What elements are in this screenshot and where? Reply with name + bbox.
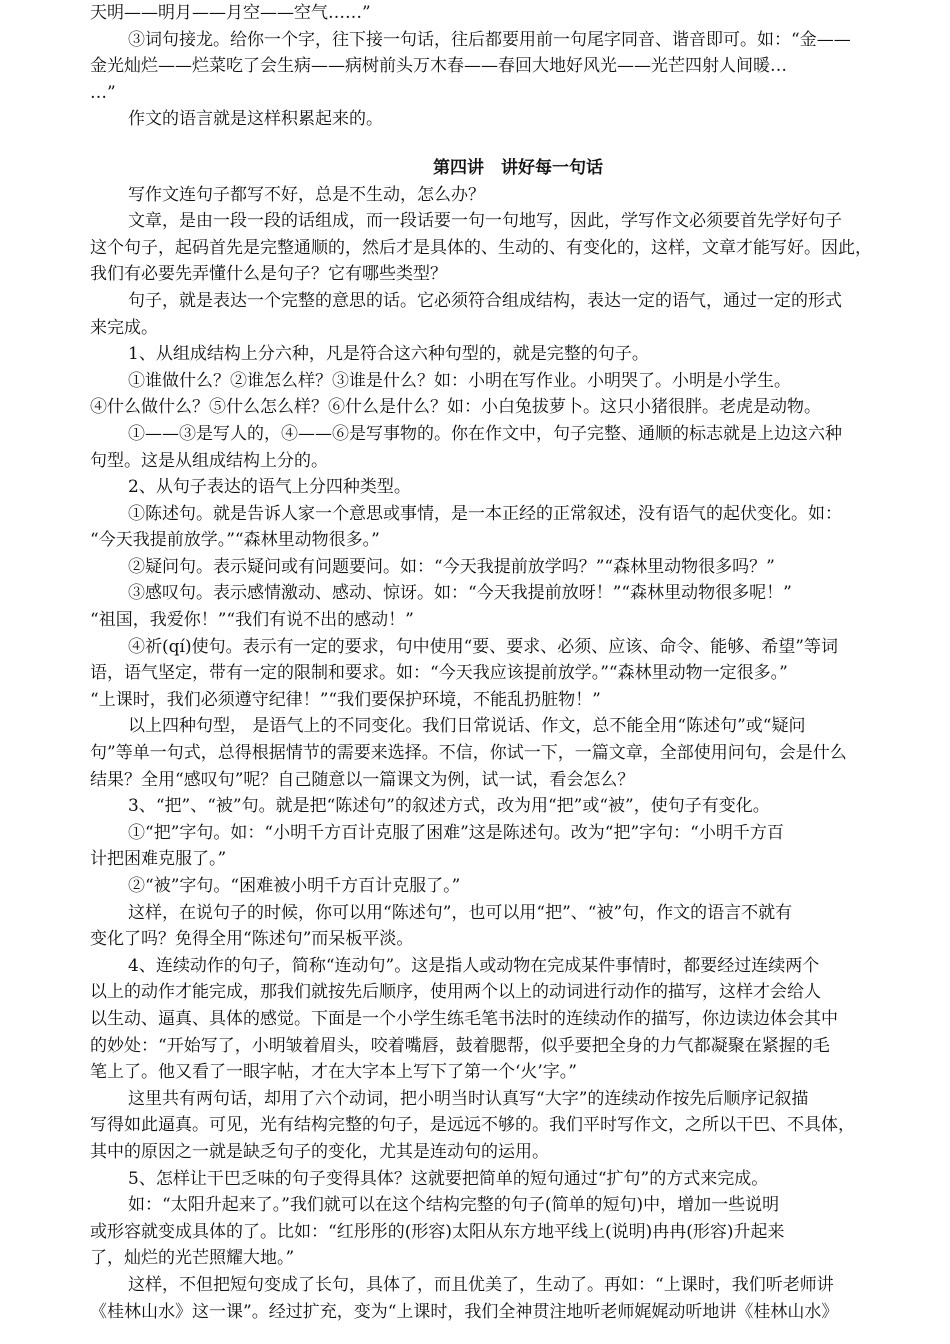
paragraph-line: ②“被”字句。“困难被小明千方百计克服了。”: [128, 876, 461, 896]
paragraph-line: ①陈述句。就是告诉人家一个意思或事情，是一本正经的正常叙述，没有语气的起伏变化。如：: [128, 503, 842, 524]
section-title: 第四讲 讲好每一句话: [433, 157, 603, 178]
paragraph-line: 计把困难克服了。”: [90, 849, 227, 870]
paragraph-line: ④祈(qí)使句。表示有一定的要求，句中使用“要、要求、必须、应该、命令、能够、希望”等词: [128, 636, 838, 657]
section-gap: [90, 133, 916, 155]
paragraph-line: 语，语气坚定，带有一定的限制和要求。如：“今天我应该提前放学。”“森林里动物一定很多。”: [90, 663, 788, 684]
paragraph-line: ①“把”字句。如：“小明千方百计克服了困难”这是陈述句。改为“把”字句：“小明千方百: [128, 822, 784, 843]
paragraph-line: 这样，不但把短句变成了长句，具体了，而且优美了，生动了。再如：“上课时，我们听老师讲: [128, 1274, 834, 1295]
paragraph-line: ④什么做什么？⑤什么怎么样？⑥什么是什么？如：小白兔拔萝卜。这只小猪很胖。老虎是动物。: [90, 397, 821, 418]
paragraph-line: “祖国，我爱你！”“我们有说不出的感动！”: [90, 610, 414, 631]
intro-line: 天明——明月——月空——空气……”: [90, 3, 371, 23]
paragraph-line: 这里共有两句话，却用了六个动词，把小明当时认真写“大字”的连续动作按先后顺序记叙描: [128, 1088, 809, 1109]
paragraph-line: 2、从句子表达的语气上分四种类型。: [128, 477, 411, 498]
paragraph-line: 这样，在说句子的时候，你可以用“陈述句”，也可以用“把”、“被”句，作文的语言不就有: [128, 902, 793, 923]
paragraph-line: 文章，是由一段一段的话组成，而一段话要一句一句地写，因此，学写作文必须要首先学好句子: [128, 211, 842, 232]
intro-line: ③词句接龙。给你一个字，往下接一句话，往后都要用前一句尾字同音、谐音即可。如：“金——: [128, 29, 851, 50]
intro-line: 金光灿烂——烂菜吃了会生病——病树前头万木春——春回大地好风光——光芒四射人间暖…: [90, 56, 787, 77]
paragraph-line: 的妙处：“开始写了，小明皱着眉头，咬着嘴唇，鼓着腮帮，似乎要把全身的力气都凝聚在紧握的毛: [90, 1035, 830, 1056]
body-section: [90, 182, 916, 1326]
paragraph-line: 3、“把”、“被”句。就是把“陈述句”的叙述方式，改为用“把”或“被”，使句子有变化。: [128, 796, 770, 817]
intro-line: 作文的语言就是这样积累起来的。: [128, 109, 383, 130]
paragraph-line: 句子，就是表达一个完整的意思的话。它必须符合组成结构，表达一定的语气，通过一定的形式: [128, 290, 842, 311]
intro-line: …”: [90, 82, 116, 103]
paragraph-line: 了，灿烂的光芒照耀大地。”: [90, 1248, 295, 1269]
paragraph-line: 4、连续动作的句子，简称“连动句”。这是指人或动物在完成某件事情时，都要经过连续两个: [128, 955, 820, 976]
paragraph-line: 句型。这是从组成结构上分的。: [90, 450, 328, 471]
paragraph-line: 如：“太阳升起来了。”我们就可以在这个结构完整的句子(简单的短句)中，增加一些说明: [128, 1195, 780, 1216]
paragraph-line: “上课时，我们必须遵守纪律！”“我们要保护环境，不能乱扔脏物！”: [90, 689, 601, 710]
intro-section: [90, 0, 916, 133]
paragraph-line: 结果？全用“感叹句”呢？自己随意以一篇课文为例，试一试，看会怎么？: [90, 769, 635, 790]
paragraph-line: ②疑问句。表示疑问或有问题要问。如：“今天我提前放学吗？”“森林里动物很多吗？”: [128, 556, 775, 577]
paragraph-line: 写作文连句子都写不好，总是不生动，怎么办？: [128, 184, 485, 205]
paragraph-line: 5、怎样让干巴乏味的句子变得具体？这就要把简单的短句通过“扩句”的方式来完成。: [128, 1168, 769, 1189]
paragraph-line: 来完成。: [90, 317, 158, 338]
paragraph-line: ①——③是写人的，④——⑥是写事物的。你在作文中，句子完整、通顺的标志就是上边这六种: [128, 423, 842, 444]
paragraph-line: 以生动、逼真、具体的感觉。下面是一个小学生练毛笔书法时的连续动作的描写，你边读边体会其中: [90, 1008, 838, 1029]
paragraph-line: 句”等单一句式，总得根据情节的需要来选择。不信，你试一下，一篇文章，全部使用问句，会是什么: [90, 743, 847, 764]
paragraph-line: 《桂林山水》这一课”。经过扩充，变为“上课时，我们全神贯注地听老师娓娓动听地讲《桂林山水》: [90, 1301, 839, 1322]
paragraph-line: 笔上了。他又看了一眼字帖，才在大字本上写下了第一个‘火’字。”: [90, 1062, 577, 1083]
paragraph-line: ①谁做什么？②谁怎么样？③谁是什么？如：小明在写作业。小明哭了。小明是小学生。: [128, 370, 791, 391]
paragraph-line: 以上四种句型， 是语气上的不同变化。我们日常说话、作文，总不能全用“陈述句”或“疑问: [128, 716, 806, 737]
paragraph-line: 我们有必要先弄懂什么是句子？它有哪些类型？: [90, 264, 447, 285]
paragraph-line: ③感叹句。表示感情激动、感动、惊讶。如：“今天我提前放呀！”“森林里动物很多呢！”: [128, 583, 792, 604]
paragraph-line: 或形容就变成具体的了。比如：“红彤彤的(形容)太阳从东方地平线上(说明)冉冉(形容)升起来: [90, 1221, 785, 1242]
paragraph-line: 以上的动作才能完成，那我们就按先后顺序，使用两个以上的动词进行动作的描写，这样才会给人: [90, 982, 821, 1003]
paragraph-line: 1、从组成结构上分六种，凡是符合这六种句型的，就是完整的句子。: [128, 344, 649, 365]
paragraph-line: 变化了吗？免得全用“陈述句”而呆板平淡。: [90, 929, 414, 950]
paragraph-line: “今天我提前放学。”“森林里动物很多。”: [90, 530, 380, 551]
paragraph-line: 这个句子，起码首先是完整通顺的，然后才是具体的、生动的、有变化的，这样，文章才能写好。因此，: [90, 237, 872, 258]
paragraph-line: 写得如此逼真。可见，光有结构完整的句子，是远远不够的。我们平时写作文，之所以干巴、不具体，: [90, 1115, 855, 1136]
paragraph-line: 其中的原因之一就是缺乏句子的变化，尤其是连动句的运用。: [90, 1141, 549, 1162]
document-page: [90, 0, 916, 1325]
